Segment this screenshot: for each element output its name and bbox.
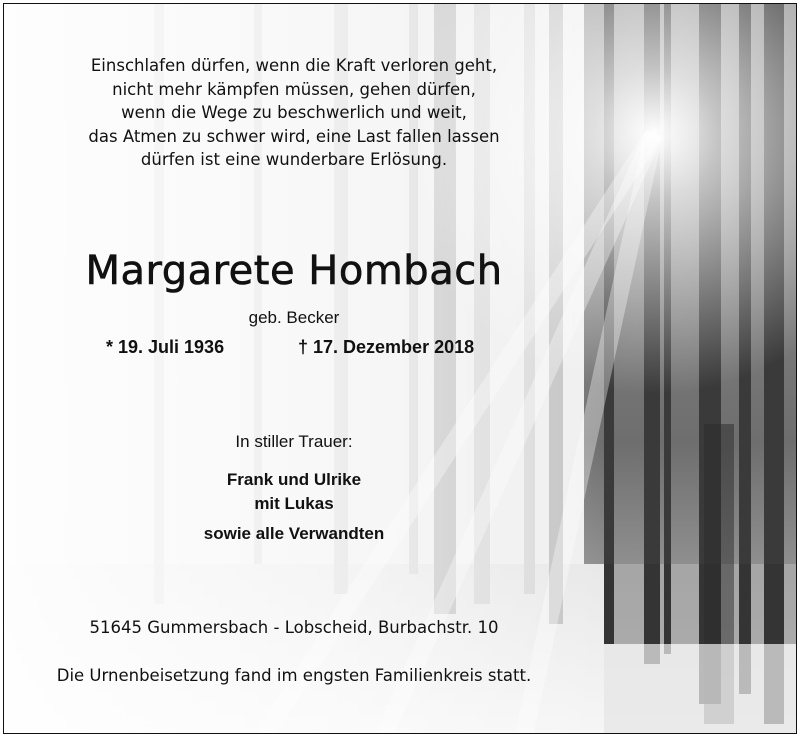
poem-line: das Atmen zu schwer wird, eine Last fallen lassen [88, 126, 500, 146]
mourners-list [4, 468, 584, 546]
mourner: mit Lukas [254, 494, 334, 513]
mourning-intro: In stiller Trauer: [235, 432, 353, 451]
address: 51645 Gummersbach - Lobscheid, Burbachstr. 10 [89, 618, 499, 637]
relatives: sowie alle Verwandten [203, 524, 385, 543]
mourner: Frank und Ulrike [226, 470, 362, 489]
death-date: † 17. Dezember 2018 [298, 337, 475, 357]
obituary-notice [3, 3, 797, 734]
poem-line: Einschlafen dürfen, wenn die Kraft verloren geht, [90, 56, 498, 75]
deceased-name: Margarete Hombach [85, 248, 503, 294]
burial-note: Die Urnenbeisetzung fand im engsten Familienkreis statt. [56, 666, 532, 685]
poem-line: wenn die Wege zu beschwerlich und weit, [121, 103, 467, 122]
birth-date: * 19. Juli 1936 [106, 337, 225, 357]
poem-line: nicht mehr kämpfen müssen, gehen dürfen, [112, 79, 476, 99]
poem [4, 54, 584, 172]
text-area [4, 4, 584, 734]
birth-name: geb. Becker [248, 308, 340, 327]
poem-line: dürfen ist eine wunderbare Erlösung. [140, 150, 448, 169]
